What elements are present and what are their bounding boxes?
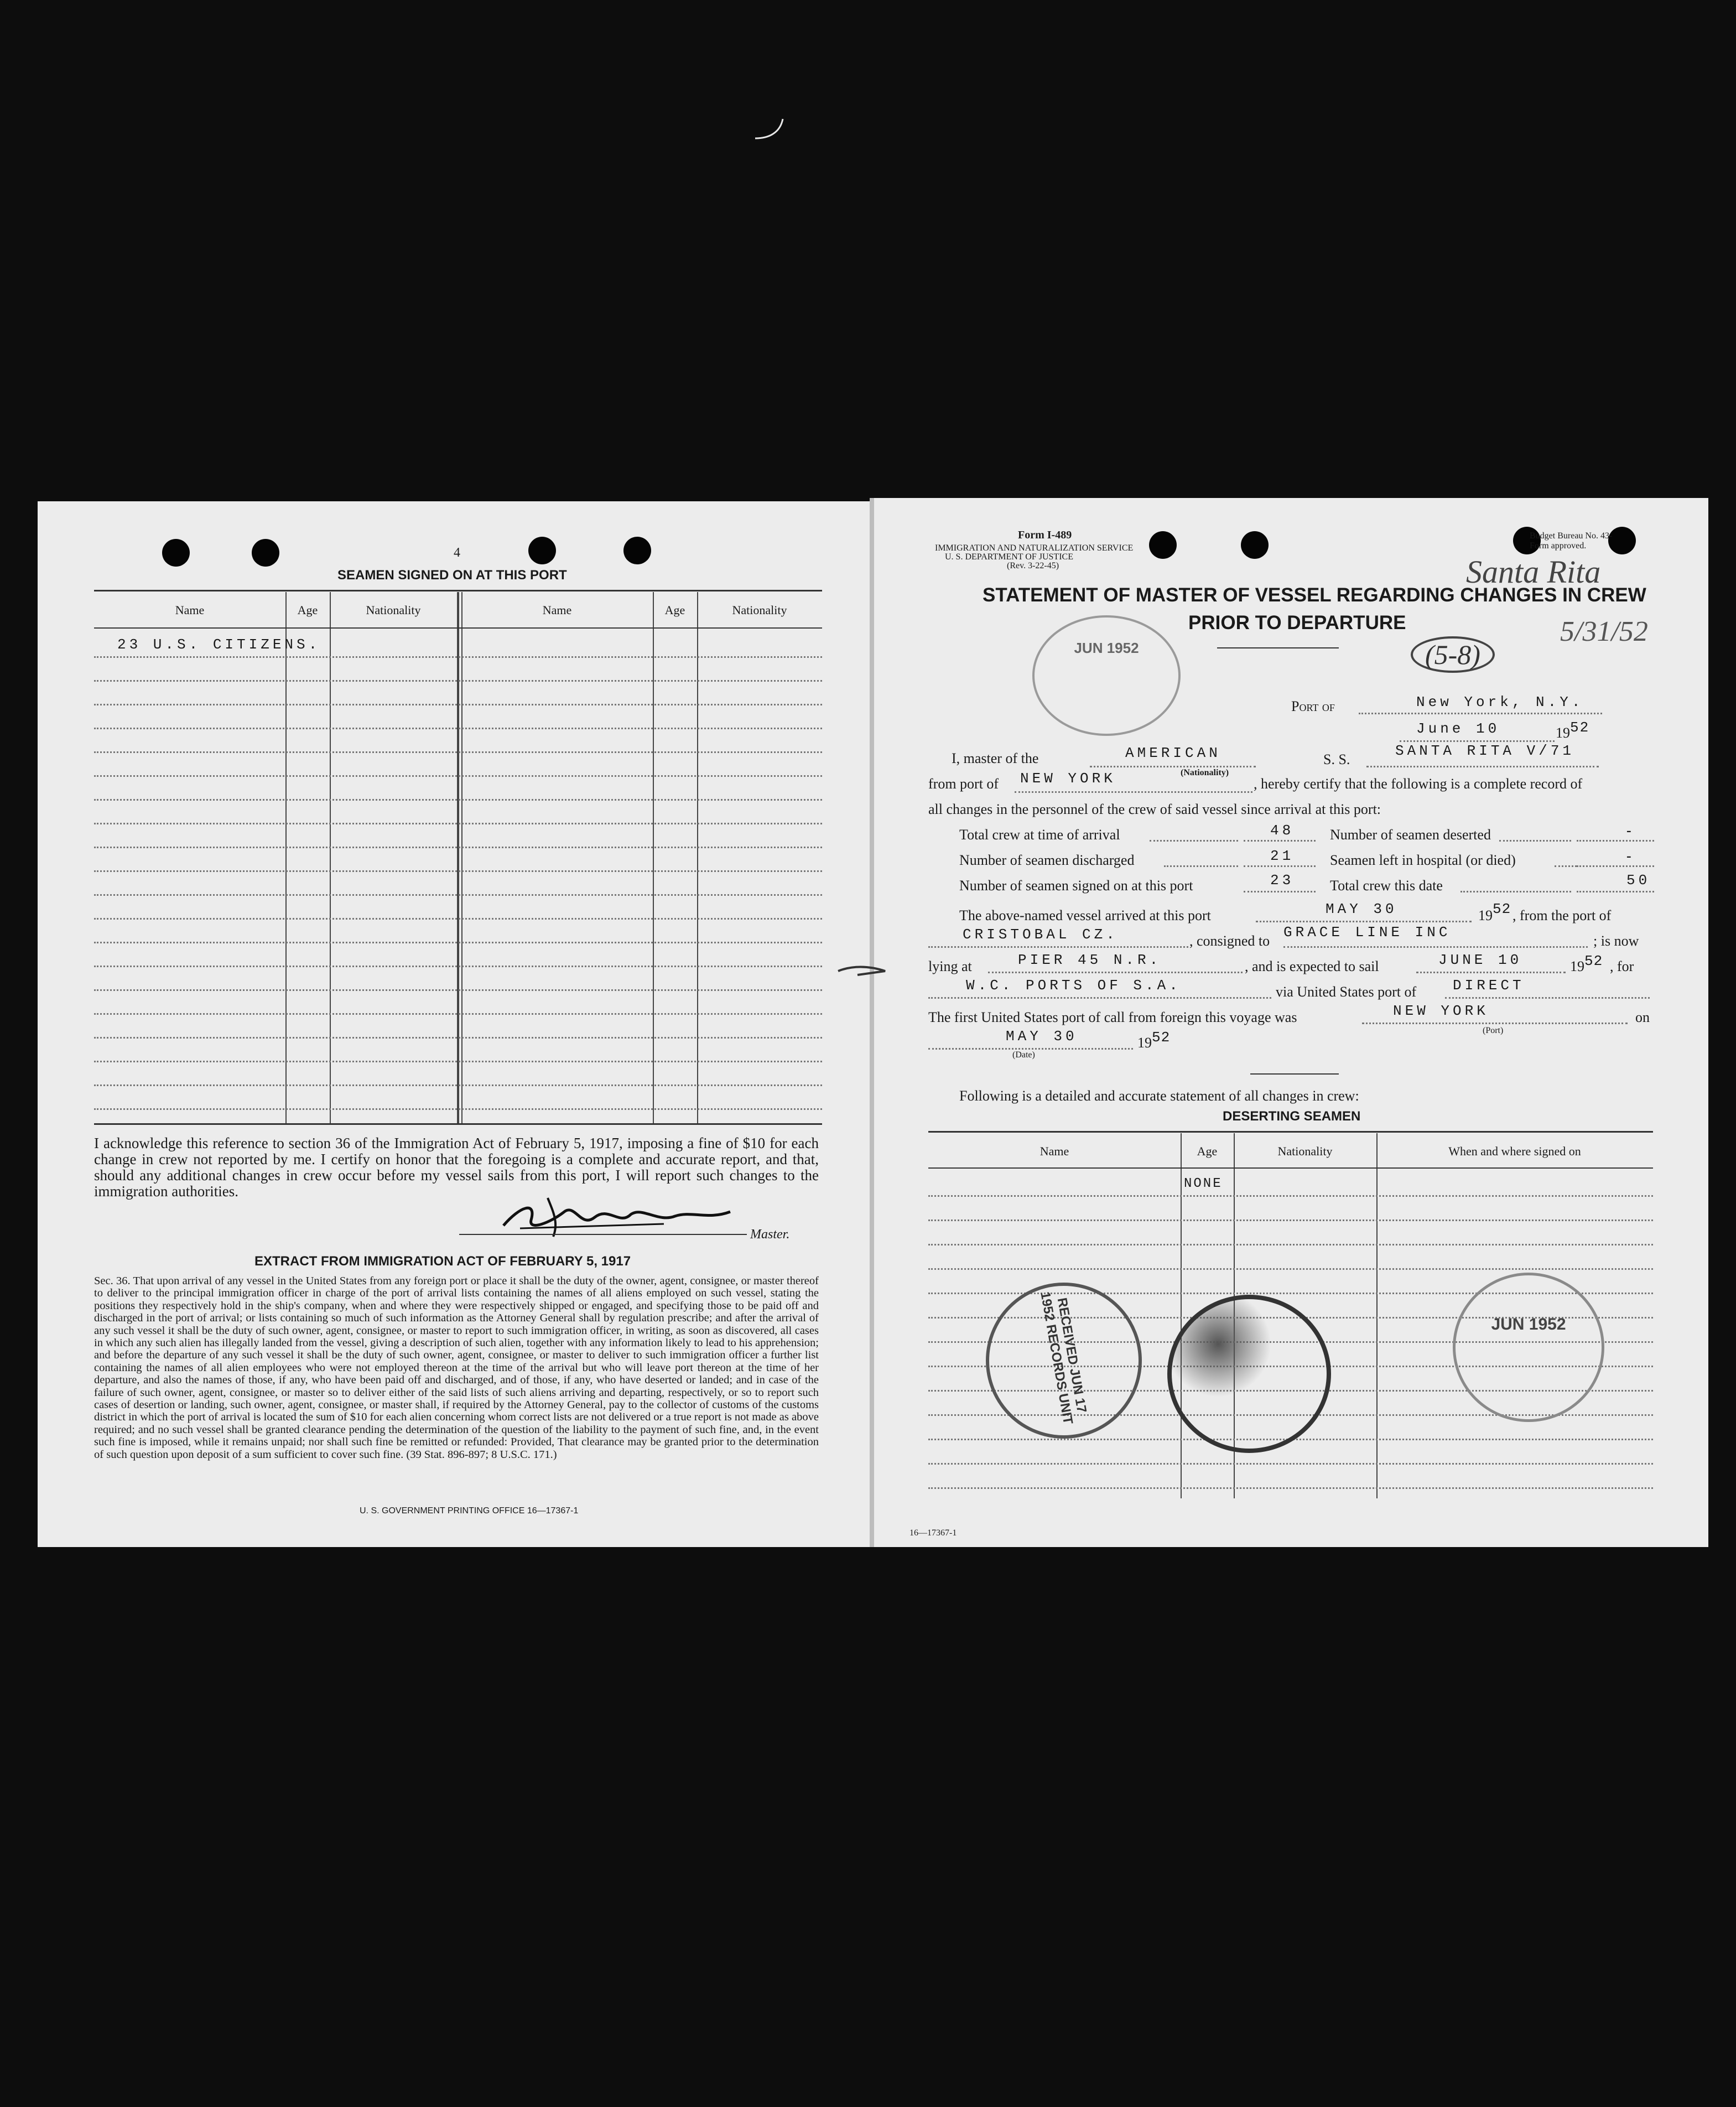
- port-caption: (Port): [1483, 1026, 1504, 1035]
- discharged-value: 21: [1270, 848, 1295, 864]
- leader-dots: [1460, 891, 1571, 892]
- punch-hole: [623, 537, 651, 564]
- date-stamp-top: [1032, 615, 1181, 736]
- nationality-caption: (Nationality): [1181, 768, 1229, 777]
- port-of-value: New York, N.Y.: [1416, 694, 1584, 710]
- smudged-stamp: [1167, 1295, 1331, 1453]
- col-header-age: Age: [1197, 1144, 1218, 1158]
- signed-on-entry: 23 U.S. CITIZENS.: [117, 636, 321, 653]
- first-port-value: NEW YORK: [1393, 1003, 1489, 1019]
- agency-line-1: IMMIGRATION AND NATURALIZATION SERVICE: [935, 543, 1134, 553]
- port-of-line: [1359, 713, 1602, 714]
- table-top-rule: [928, 1131, 1653, 1133]
- port-of-label: Port of: [1291, 698, 1335, 714]
- from-port-label: from port of: [928, 776, 999, 792]
- following-text: Following is a detailed and accurate statement of all changes in crew:: [959, 1088, 1359, 1104]
- master-label: Master.: [750, 1227, 790, 1242]
- report-date: June 10: [1416, 720, 1500, 737]
- vessel-line: [1366, 766, 1599, 767]
- handwritten-code: (5-8): [1411, 636, 1495, 673]
- punch-hole: [162, 539, 190, 567]
- footer-code: 16—17367-1: [909, 1528, 957, 1538]
- is-now: ; is now: [1593, 933, 1639, 949]
- table-top-rule: [94, 590, 822, 591]
- from-port-line: [1015, 791, 1252, 793]
- first-port-year: 52: [1152, 1029, 1171, 1046]
- customs-date-stamp: [1453, 1273, 1604, 1422]
- vessel-value: SANTA RITA V/71: [1395, 743, 1575, 759]
- col-header-signed-on: When and where signed on: [1448, 1144, 1581, 1158]
- lying-at-line: [988, 972, 1243, 973]
- leader-dots: [1499, 840, 1571, 842]
- punch-hole: [1241, 531, 1269, 559]
- col-header-nationality: Nationality: [1277, 1144, 1333, 1158]
- report-year: 52: [1570, 719, 1590, 736]
- extract-title: EXTRACT FROM IMMIGRATION ACT OF FEBRUARY 5, 1917: [254, 1254, 631, 1269]
- expected-sail-label: , and is expected to sail: [1245, 958, 1379, 974]
- revision: (Rev. 3-22-45): [1007, 561, 1059, 570]
- certify-text-2: all changes in the personnel of the crew of said vessel since arrival at this port:: [928, 801, 1381, 817]
- extract-text: Sec. 36. That upon arrival of any vessel in the United States from any foreign port or place it shall be the duty of the owner, agent, consignee, or master thereof to deliver to the principal immigration officer in charge of the port of arrival lists containing the names of all aliens employed on such vessel, stating the positions they respectively hold in the ship's company, when and where they were respectively shipped or engaged, and specifying those to be paid off and discharged in the port of arrival; or lists containing so much of such information as the Attorney General shall by regulation prescribe; and after the arrival of any such vessel it shall be the duty of such owner, agent, consignee, or master to report to such immigration officer, in writing, as soon as discovered, all cases in which any such alien has illegally landed from the vessel, giving a description of such alien, together with any information likely to lead to his apprehension; and before the departure of any such vessel it shall be the duty of such owner, agent, consignee, or master to deliver to such immigration officer a further list containing the names of all alien employees who were not employed thereon at the time of the arrival but who will leave port thereon at the time of her departure, and also the names of those, if any, who have been paid off and discharged, and of those, if any, who have deserted or landed; and in case of the failure of such owner, agent, consignee, or master so to deliver either of the said lists of such aliens arriving and departing, respectively, or so to report such cases of desertion or landing, such owner, agent, consignee, or master shall, if required by the Attorney General, pay to the collector of customs of the customs district in which the port of arrival is located the sum of $10 for each alien concerning whom correct lists are not delivered or a true report is not made as above required; and no such vessel shall be granted clearance pending the determination of the question of the liability to the payment of such fine, and, in the event such fine is imposed, while it remains unpaid; nor shall such fine be remitted or refunded: Provided, That clearance may be granted prior to the determination of such question upon deposit of a sum sufficient to cover such fine. (39 Stat. 896-897; 8 U.S.C. 171.): [94, 1275, 819, 1461]
- stamp-text: JUN 1952: [1491, 1315, 1566, 1333]
- signed-on-label: Number of seamen signed on at this port: [959, 878, 1193, 894]
- hospital-label: Seamen left in hospital (or died): [1330, 852, 1516, 868]
- nationality-line: [1090, 766, 1256, 767]
- margin-mark: [835, 963, 891, 979]
- punch-hole: [1608, 527, 1636, 554]
- for-label: , for: [1610, 958, 1634, 974]
- budget-line-2: Form approved.: [1530, 541, 1587, 551]
- col-header-nationality: Nationality: [732, 603, 787, 617]
- destination: W.C. PORTS OF S.A.: [966, 977, 1181, 994]
- form-number: Form I-489: [1018, 529, 1072, 541]
- date-caption: (Date): [1012, 1050, 1035, 1060]
- signed-on-table-title: SEAMEN SIGNED ON AT THIS PORT: [337, 568, 567, 583]
- first-port-year-prefix: 19: [1137, 1035, 1152, 1051]
- deserting-entry: NONE: [1184, 1176, 1223, 1191]
- stamp-text: RECEIVED JUN 17 1952 RECORDS UNIT: [1037, 1290, 1089, 1426]
- scan-artifact: [752, 116, 791, 144]
- value-line: [1244, 891, 1316, 892]
- via-value: DIRECT: [1453, 977, 1525, 994]
- master-signature: [498, 1195, 763, 1239]
- first-port-line: [1362, 1023, 1628, 1024]
- sail-year-prefix: 19: [1570, 958, 1584, 974]
- consigned-label: , consigned to: [1189, 933, 1270, 949]
- ss-label: S. S.: [1323, 751, 1350, 767]
- budget-line-1: Budget Bureau No. 43-: [1530, 531, 1613, 541]
- discharged-label: Number of seamen discharged: [959, 852, 1135, 868]
- col-header-name: Name: [1039, 1144, 1069, 1158]
- total-crew-arrival-value: 48: [1270, 822, 1295, 839]
- first-port-date-line: [928, 1048, 1133, 1050]
- leader-dots: [1164, 865, 1238, 867]
- on-label: on: [1635, 1009, 1650, 1025]
- handwritten-date: 5/31/52: [1560, 616, 1648, 647]
- section-rule: [1250, 1073, 1339, 1075]
- arrived-date-line: [1256, 921, 1472, 922]
- punch-hole: [252, 539, 279, 567]
- agency-line-2: U. S. DEPARTMENT OF JUSTICE: [945, 552, 1073, 562]
- form-title-line-2: PRIOR TO DEPARTURE: [1188, 612, 1406, 634]
- col-header-age: Age: [664, 603, 685, 617]
- lying-at-label: lying at: [928, 958, 972, 974]
- page-number: 4: [454, 546, 460, 560]
- consignee-line: [1283, 946, 1588, 948]
- certify-text: , hereby certify that the following is a complete record of: [1254, 776, 1583, 792]
- master-of-label: I, master of the: [952, 750, 1039, 766]
- sail-year: 52: [1584, 953, 1603, 969]
- via-label: via United States port of: [1276, 984, 1417, 1000]
- via-line: [1445, 997, 1650, 999]
- punch-hole: [528, 537, 556, 564]
- col-header-name: Name: [542, 603, 572, 617]
- value-line: [1577, 865, 1654, 867]
- signed-on-value: 23: [1270, 872, 1295, 889]
- leader-dots: [1150, 840, 1238, 842]
- col-header-name: Name: [175, 603, 205, 617]
- lying-at-value: PIER 45 N.R.: [1018, 952, 1162, 968]
- deserted-label: Number of seamen deserted: [1330, 827, 1491, 843]
- leader-dots: [1555, 865, 1577, 867]
- sail-date: JUNE 10: [1438, 952, 1522, 968]
- col-header-nationality: Nationality: [366, 603, 421, 617]
- total-today-value: 50: [1626, 872, 1651, 889]
- arrived-year: 52: [1493, 901, 1511, 917]
- nationality-value: AMERICAN: [1125, 745, 1221, 761]
- title-rule: [1217, 647, 1339, 648]
- first-port-label: The first United States port of call from foreign this voyage was: [928, 1009, 1297, 1025]
- arrived-date: MAY 30: [1326, 901, 1397, 917]
- hospital-value: -: [1626, 848, 1631, 864]
- consignee: GRACE LINE INC: [1283, 924, 1451, 941]
- page-fold: [870, 498, 874, 1547]
- printer-line: U. S. GOVERNMENT PRINTING OFFICE 16—17367-1: [360, 1506, 579, 1516]
- report-year-prefix: 19: [1556, 725, 1570, 741]
- form-title-line-1: STATEMENT OF MASTER OF VESSEL REGARDING CHANGES IN CREW: [983, 584, 1646, 606]
- value-line: [1577, 891, 1654, 892]
- value-line: [1577, 840, 1654, 842]
- handwritten-vessel-name: Santa Rita: [1466, 554, 1601, 590]
- date-line: [1400, 740, 1555, 742]
- acknowledgement-text: I acknowledge this reference to section 36 of the Immigration Act of February 5, 1917, imposing a fine of $10 for each change in crew not reported by me. I certify on honor that the foregoing is a complete and accurate report, and that, should any additional changes in crew occur before my vessel sails from this port, I will report such changes to the immigration authorities.: [94, 1135, 819, 1200]
- value-line: [1244, 840, 1316, 842]
- destination-line: [928, 997, 1271, 999]
- signature-line: [459, 1234, 747, 1235]
- punch-hole: [1149, 531, 1177, 559]
- from-the-port-of: , from the port of: [1512, 907, 1612, 923]
- origin-port-line: [928, 946, 1188, 948]
- first-port-date: MAY 30: [1006, 1028, 1078, 1045]
- origin-port: CRISTOBAL CZ.: [963, 926, 1118, 943]
- arrived-year-prefix: 19: [1478, 907, 1493, 923]
- sail-date-line: [1416, 972, 1566, 973]
- value-line: [1244, 865, 1316, 867]
- col-header-age: Age: [297, 603, 318, 617]
- deserting-title: DESERTING SEAMEN: [1223, 1109, 1361, 1124]
- total-crew-arrival-label: Total crew at time of arrival: [959, 827, 1120, 843]
- stamp-text: JUN 1952: [1074, 640, 1139, 656]
- arrived-label: The above-named vessel arrived at this port: [959, 907, 1211, 923]
- records-unit-stamp: [986, 1283, 1142, 1439]
- deserted-value: -: [1626, 822, 1631, 838]
- total-today-label: Total crew this date: [1330, 878, 1443, 894]
- from-port-value: NEW YORK: [1020, 770, 1116, 787]
